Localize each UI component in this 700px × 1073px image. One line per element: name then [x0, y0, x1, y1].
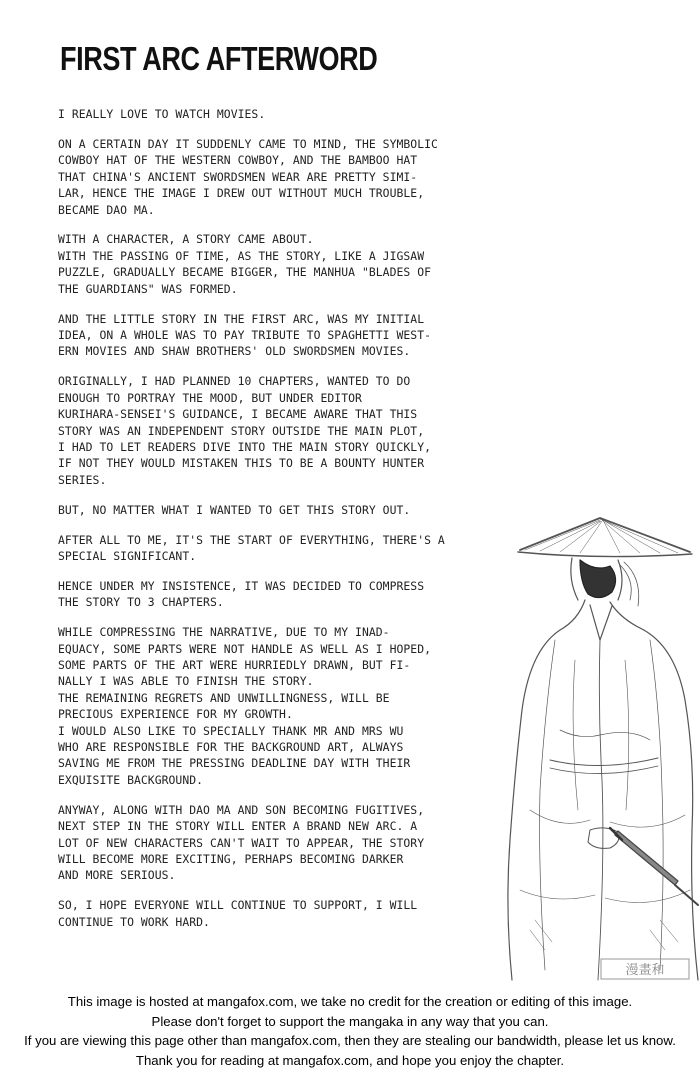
- text-line: I WOULD ALSO LIKE TO SPECIALLY THANK MR AND MRS WU: [58, 723, 404, 738]
- text-line: IDEA, ON A WHOLE WAS TO PAY TRIBUTE TO SPAGHETTI WEST-: [58, 327, 432, 342]
- afterword-paragraph: [58, 532, 488, 565]
- afterword-paragraph: [58, 136, 488, 218]
- swordsman-illustration: [500, 510, 700, 985]
- publisher-stamp: [600, 958, 690, 980]
- afterword-paragraph: [58, 802, 488, 884]
- text-line: I HAD TO LET READERS DIVE INTO THE MAIN STORY QUICKLY,: [58, 439, 432, 454]
- text-line: AFTER ALL TO ME, IT'S THE START OF EVERYTHING, THERE'S A: [58, 532, 445, 547]
- text-line: PRECIOUS EXPERIENCE FOR MY GROWTH.: [58, 707, 293, 722]
- text-line: WHO ARE RESPONSIBLE FOR THE BACKGROUND ART, ALWAYS: [58, 740, 404, 754]
- text-line: KURIHARA-SENSEI'S GUIDANCE, I BECAME AWARE THAT THIS: [58, 407, 418, 422]
- text-line: WILL BECOME MORE EXCITING, PERHAPS BECOMING DARKER: [58, 851, 404, 866]
- svg-text:漫畫和: 漫畫和: [625, 963, 665, 978]
- text-line: SAVING ME FROM THE PRESSING DEADLINE DAY WITH THEIR: [58, 756, 411, 771]
- afterword-paragraph: [58, 624, 488, 788]
- text-line: THE STORY TO 3 CHAPTERS.: [58, 595, 224, 610]
- text-line: IF NOT THEY WOULD MISTAKEN THIS TO BE A BOUNTY HUNTER: [58, 456, 425, 471]
- text-line: ERN MOVIES AND SHAW BROTHERS' OLD SWORDSMEN MOVIES.: [58, 344, 411, 359]
- afterword-paragraph: [58, 373, 488, 488]
- text-line: NALLY I WAS ABLE TO FINISH THE STORY.: [58, 674, 314, 689]
- page-title: FIRST ARC AFTERWORD: [60, 40, 378, 77]
- text-line: SOME PARTS OF THE ART WERE HURRIEDLY DRAWN, BUT FI-: [58, 657, 411, 672]
- text-line: COWBOY HAT OF THE WESTERN COWBOY, AND THE BAMBOO HAT: [58, 153, 418, 168]
- text-line: EQUACY, SOME PARTS WERE NOT HANDLE AS WELL AS I HOPED,: [58, 641, 432, 656]
- afterword-paragraph: [58, 578, 488, 611]
- text-line: AND MORE SERIOUS.: [58, 868, 176, 883]
- text-line: I REALLY LOVE TO WATCH MOVIES.: [58, 107, 266, 121]
- text-line: PUZZLE, GRADUALLY BECAME BIGGER, THE MANHUA "BLADES OF: [58, 265, 432, 280]
- footer-line: This image is hosted at mangafox.com, we take no credit for the creation or editing of this image.: [67, 994, 633, 1009]
- text-line: ANYWAY, ALONG WITH DAO MA AND SON BECOMING FUGITIVES,: [58, 802, 425, 817]
- afterword-paragraph: [58, 897, 488, 930]
- text-line: AND THE LITTLE STORY IN THE FIRST ARC, WAS MY INITIAL: [58, 311, 425, 326]
- afterword-body: [58, 106, 488, 944]
- text-line: THE GUARDIANS" WAS FORMED.: [58, 281, 238, 296]
- text-line: HENCE UNDER MY INSISTENCE, IT WAS DECIDED TO COMPRESS: [58, 578, 425, 593]
- text-line: ENOUGH TO PORTRAY THE MOOD, BUT UNDER EDITOR: [58, 390, 362, 405]
- text-line: SPECIAL SIGNIFICANT.: [58, 548, 197, 563]
- text-line: LAR, HENCE THE IMAGE I DREW OUT WITHOUT MUCH TROUBLE,: [58, 186, 425, 201]
- afterword-paragraph: [58, 106, 488, 122]
- text-line: LOT OF NEW CHARACTERS CAN'T WAIT TO APPEAR, THE STORY: [58, 835, 425, 850]
- text-line: EXQUISITE BACKGROUND.: [58, 772, 204, 787]
- text-line: CONTINUE TO WORK HARD.: [58, 914, 210, 929]
- footer-line: If you are viewing this page other than mangafox.com, then they are stealing our bandwidth, please let us know.: [24, 1033, 676, 1049]
- afterword-paragraph: [58, 502, 488, 518]
- text-line: WHILE COMPRESSING THE NARRATIVE, DUE TO MY INAD-: [58, 625, 390, 640]
- footer-line: Thank you for reading at mangafox.com, and hope you enjoy the chapter.: [135, 1053, 565, 1069]
- footer-line: Please don't forget to support the mangaka in any way that you can.: [151, 1013, 549, 1029]
- text-line: THAT CHINA'S ANCIENT SWORDSMEN WEAR ARE PRETTY SIMI-: [58, 169, 418, 184]
- text-line: SO, I HOPE EVERYONE WILL CONTINUE TO SUPPORT, I WILL: [58, 898, 418, 913]
- text-line: NEXT STEP IN THE STORY WILL ENTER A BRAND NEW ARC. A: [58, 819, 418, 834]
- afterword-paragraph: [58, 311, 488, 360]
- text-line: ON A CERTAIN DAY IT SUDDENLY CAME TO MIND, THE SYMBOLIC: [58, 136, 438, 151]
- text-line: BECAME DAO MA.: [58, 202, 155, 217]
- text-line: STORY WAS AN INDEPENDENT STORY OUTSIDE THE MAIN PLOT,: [58, 423, 425, 438]
- text-line: BUT, NO MATTER WHAT I WANTED TO GET THIS STORY OUT.: [58, 502, 411, 517]
- text-line: WITH A CHARACTER, A STORY CAME ABOUT.: [58, 232, 314, 247]
- afterword-paragraph: [58, 231, 488, 297]
- hosting-notice: [0, 992, 700, 1071]
- text-line: THE REMAINING REGRETS AND UNWILLINGNESS, WILL BE: [58, 690, 390, 705]
- text-line: ORIGINALLY, I HAD PLANNED 10 CHAPTERS, WANTED TO DO: [58, 374, 411, 389]
- text-line: WITH THE PASSING OF TIME, AS THE STORY, LIKE A JIGSAW: [58, 248, 425, 263]
- text-line: SERIES.: [58, 472, 107, 487]
